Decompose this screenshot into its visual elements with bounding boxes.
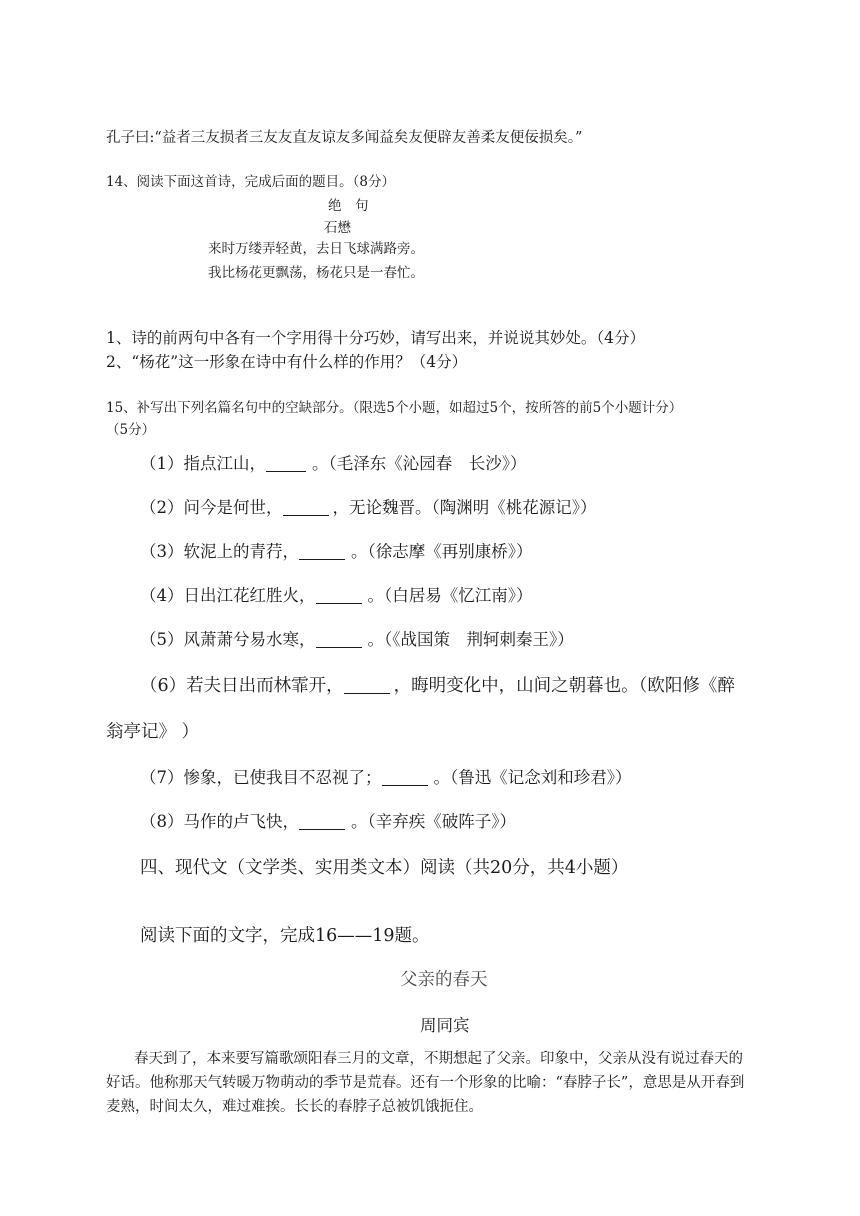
fill-blank-item-3 [140,538,533,562]
q14-sub-question-2: 2、“杨花”这一形象在诗中有什么样的作用？（4分） [106,353,468,371]
fill-blank-item-1 [140,450,527,474]
q14-heading: 14、阅读下面这首诗，完成后面的题目。（8分） [106,174,396,190]
item-prefix: （8）马作的卢飞快， [140,812,299,831]
fill-blank-item-6 [140,672,735,697]
article-paragraph: 春天到了，本来要写篇歌颂阳春三月的文章，不期想起了父亲。印象中，父亲从没有说过春天的好话。他称那天气转暖万物萌动的季节是荒春。还有一个形象的比喻：“春脖子长”，意思是从开春到麦熟，时间太久，难过难挨。长长的春脖子总被饥饿扼住。 [106,1051,745,1115]
answer-blank[interactable] [344,676,390,695]
item-prefix: （2）问今是何世， [140,498,283,517]
item-prefix: （7）惨象，已使我目不忍视了； [140,768,382,787]
item-suffix: 。（辛弃疾《破阵子》） [351,812,516,831]
q14-sub-question-1: 1、诗的前两句中各有一个字用得十分巧妙，请写出来，并说说其妙处。（4分） [106,329,645,347]
item-suffix: 。（《战国策 荆轲刺秦王》） [367,630,574,649]
answer-blank[interactable] [316,631,362,649]
answer-blank[interactable] [316,587,362,605]
item-suffix: 。（毛泽东《沁园春 长沙》） [312,454,527,473]
poem-line-1: 来时万缕弄轻黄，去日飞球满路旁。 [208,241,424,257]
fill-blank-item-2 [140,494,597,518]
item-suffix: 。（鲁迅《记念刘和珍君》） [433,768,632,787]
item-prefix: （6）若夫日出而林霏开， [140,676,344,696]
fill-blank-item-7 [140,764,632,788]
fill-blank-item-5 [140,626,574,650]
answer-blank[interactable] [283,499,329,517]
section-4-heading: 四、现代文（文学类、实用类文本）阅读（共20分，共4小题） [140,858,629,878]
poem-line-2: 我比杨花更飘荡，杨花只是一春忙。 [208,265,424,281]
poem-author: 石懋 [324,220,351,236]
item-suffix: 。（徐志摩《再别康桥》） [351,542,533,561]
item-suffix: 。（白居易《忆江南》） [367,586,533,605]
q15-heading: 15、补写出下列名篇名句中的空缺部分。（限选5个小题，如超过5个，按所答的前5个小题计分） [106,400,683,416]
item-prefix: （3）软泥上的青荇， [140,542,299,561]
reading-instruction: 阅读下面的文字，完成16——19题。 [140,926,430,946]
item-prefix: （1）指点江山， [140,454,266,473]
item-suffix: ，无论魏晋。（陶渊明《桃花源记》） [332,498,597,517]
article-title: 父亲的春天 [400,970,488,990]
item-prefix: （5）风萧萧兮易水寒， [140,630,316,649]
article-author: 周同宾 [420,1016,470,1035]
fill-blank-item-6-continued: 翁亭记》 ） [106,722,200,742]
fill-blank-item-4 [140,582,533,606]
poem-title: 绝 句 [328,198,369,214]
confucius-quote: 孔子曰:“益者三友损者三友友直友谅友多闻益矣友便辟友善柔友便佞损矣。” [106,130,583,146]
item-prefix: （4）日出江花红胜火， [140,586,316,605]
answer-blank[interactable] [299,813,345,831]
answer-blank[interactable] [266,455,306,473]
answer-blank[interactable] [382,769,428,787]
answer-blank[interactable] [299,543,345,561]
item-suffix: ，晦明变化中，山间之朝暮也。（欧阳修《醉 [393,676,735,696]
fill-blank-item-8 [140,808,516,832]
q15-heading-score: （5分） [106,422,156,438]
